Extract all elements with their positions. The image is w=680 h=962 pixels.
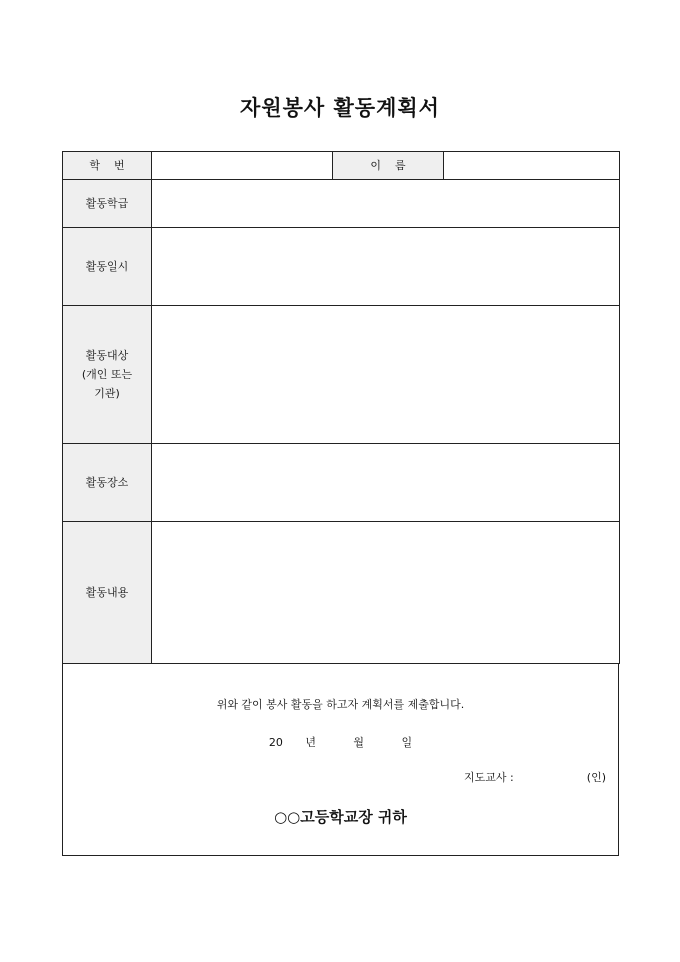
addressee-text: ○○고등학교장 귀하 [274, 808, 407, 826]
activity-target-field[interactable] [152, 306, 620, 444]
form-table [62, 151, 620, 664]
activity-grade-row [63, 180, 620, 228]
activity-place-label: 활동장소 [63, 444, 152, 522]
activity-datetime-label: 활동일시 [63, 228, 152, 306]
activity-content-row [63, 522, 620, 664]
student-id-label: 학 번 [63, 152, 152, 180]
declaration-text: 위와 같이 봉사 활동을 하고자 계획서를 제출합니다. [216, 698, 465, 711]
name-field[interactable] [444, 152, 620, 180]
student-id-field[interactable] [152, 152, 333, 180]
student-info-row [63, 152, 620, 180]
plan-form [62, 151, 619, 856]
name-label: 이 름 [333, 152, 444, 180]
submission-section [63, 663, 618, 855]
activity-content-label: 활동내용 [63, 522, 152, 664]
activity-place-field[interactable] [152, 444, 620, 522]
activity-target-label [63, 306, 152, 444]
activity-content-field[interactable] [152, 522, 620, 664]
activity-place-row [63, 444, 620, 522]
activity-grade-field[interactable] [152, 180, 620, 228]
activity-target-label-line3: 기관) [94, 387, 120, 400]
date-line: 20 년 월 일 [268, 736, 413, 749]
seal-label: (인) [586, 771, 606, 784]
activity-datetime-field[interactable] [152, 228, 620, 306]
document-title: 자원봉사 활동계획서 [240, 96, 440, 120]
teacher-label: 지도교사 : [464, 771, 514, 784]
activity-datetime-row [63, 228, 620, 306]
activity-target-row [63, 306, 620, 444]
activity-target-label-line2: (개인 또는 [81, 368, 133, 381]
activity-target-label-line1: 활동대상 [85, 349, 129, 362]
activity-grade-label: 활동학급 [63, 180, 152, 228]
